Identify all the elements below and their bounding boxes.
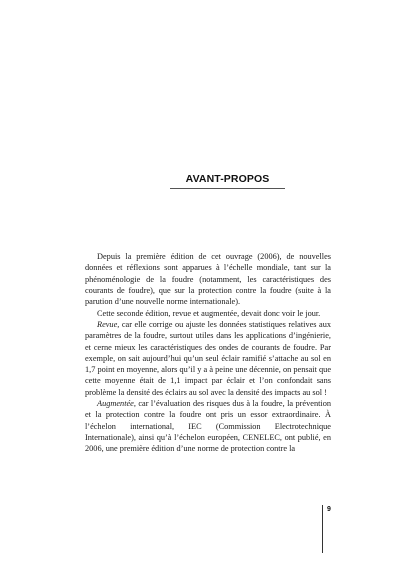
paragraph-4-lead: Augmentée <box>97 399 134 409</box>
paragraph-1-text: Depuis la première édition de cet ouvrage (2006), de nouvelles données et réflexions sont apparues à l’échelle mondiale, tant sur la phénoménologie de la foudre (notamment, les caractéristiques des courants de foudre), que sur la protection contre la foudre (suite à la parution d’une nouvelle norme internationale). <box>85 252 331 307</box>
paragraph-4-text: , car l’évaluation des risques dus à la foudre, la prévention et la protection contre la foudre ont pris un essor extraordinaire. À l’échelon international, IEC (Commission Electrotechnique Internationale), ainsi qu’à l’échelon européen, CENELEC, ont publié, en 2006, une première édition d’une norme de protection contre la <box>85 399 331 454</box>
paragraph-3-lead: Revue <box>97 319 118 329</box>
body-text <box>85 251 331 455</box>
page-number: 9 <box>327 506 331 513</box>
paragraph-1 <box>85 251 331 308</box>
paragraph-2-text: Cette seconde édition, revue et augmentée, devait donc voir le jour. <box>97 308 321 318</box>
page-number-rule <box>322 505 323 553</box>
paragraph-2 <box>85 308 331 319</box>
paragraph-4 <box>85 398 331 455</box>
page-heading: AVANT-PROPOS <box>185 173 270 185</box>
heading-underline <box>170 188 285 189</box>
paragraph-3 <box>85 319 331 398</box>
paragraph-3-text: , car elle corrige ou ajuste les données statistiques relatives aux paramètres de la foudre, surtout utiles dans les applications d’ingénierie, et cerne mieux les caractéristiques des ondes de courants de foudre. Par exemple, on sait aujourd’hui qu’un seul éclair ramifié s’attache au sol en 1,7 point en moyenne, alors qu’il y a à peine une décennie, on pensait que cette moyenne était de 1,1 impact par éclair et l’on confondait sans problème la densité des éclairs au sol avec la densité des impacts au sol ! <box>85 319 331 397</box>
